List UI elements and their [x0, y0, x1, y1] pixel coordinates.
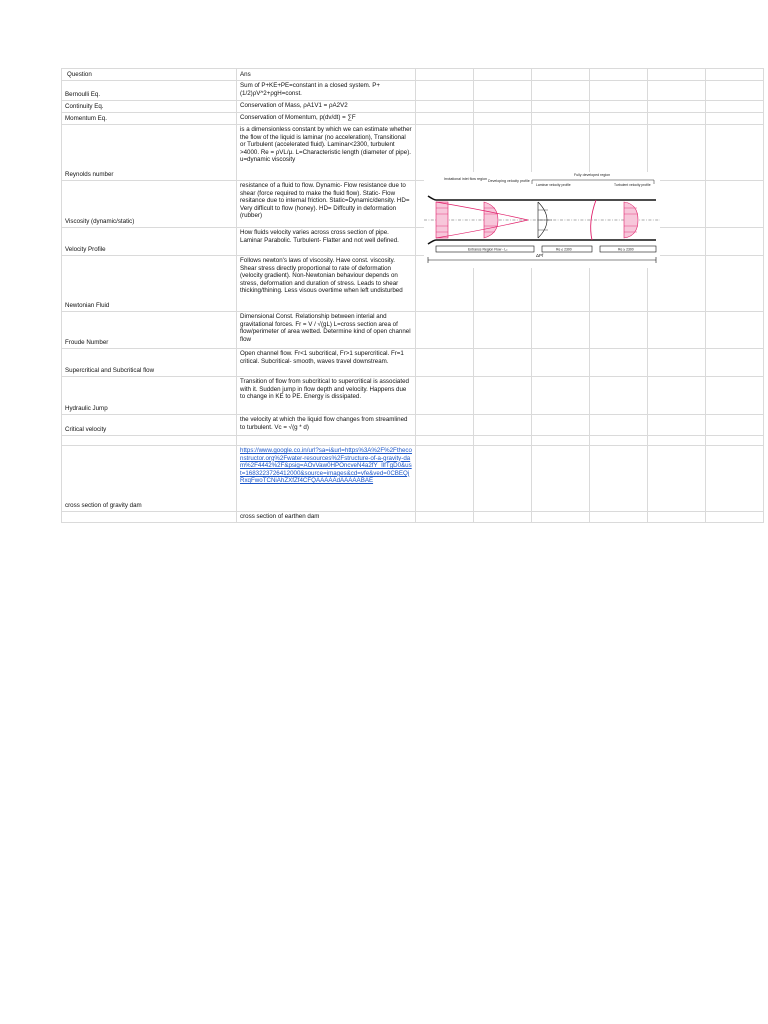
table-row	[62, 349, 764, 377]
empty-row	[62, 436, 764, 446]
inlet-profile	[436, 202, 448, 238]
question-cell[interactable]: Hydraulic Jump	[62, 377, 237, 415]
question-cell[interactable]: Velocity Profile	[62, 228, 237, 256]
answer-cell[interactable]: resistance of a fluid to flow. Dynamic- Flow resistance due to shear (force required to make the fluid flow). Static- Flow resitance due to internal friction. Static=Dynamic/density. HD= Very difficult to flow (honey). HD= Diffculty in deformation (rubber)	[237, 181, 416, 228]
table-row	[62, 101, 764, 113]
developing-label: Developing velocity profile	[488, 179, 530, 183]
question-cell[interactable]: Newtonian Fluid	[62, 256, 237, 312]
answer-cell[interactable]: Dimensional Const. Relationship between interial and gravitational forces. Fr = V / √(gL) L=cross section area of flow/perimeter of area wetted. Determine kind of open channel flow	[237, 312, 416, 349]
turbulent-profile-label: Turbulent velocity profile	[614, 183, 651, 187]
entrance-region-label: Entrance Region Flow - Lₑ	[468, 247, 508, 252]
fully-developed-label: Fully developed region	[574, 173, 611, 177]
answer-cell[interactable]: Transition of flow from subcritical to supercritical is associated with it. Sudden jump in flow depth and velocity. Happens due to change in KE to PE. Energy is dissipated.	[237, 377, 416, 415]
answer-cell[interactable]: Conservation of Momentum, p(dv/dt) = ∑F	[237, 113, 416, 125]
question-cell[interactable]: Bernoulli Eq.	[62, 81, 237, 101]
table-row	[62, 415, 764, 436]
answer-cell	[237, 446, 416, 512]
laminar-profile-label: Laminar velocity profile	[536, 183, 571, 187]
answer-cell[interactable]: Follows newton's laws of viscosity. Have const. viscosity. Shear stress directly proportional to rate of deformation (velocity gradient). Non-Newtonian behaviour depends on stress, deformation and duration of stress. Leads to shear thicking/thining. Less visous overtime when left undisturbed	[237, 256, 416, 312]
answer-cell[interactable]: Conservation of Mass, ρA1V1 = ρA2V2	[237, 101, 416, 113]
re-laminar-label: Re ≤ 2300	[556, 247, 572, 252]
question-cell[interactable]: Reynolds number	[62, 125, 237, 181]
qa-table	[61, 68, 764, 523]
answer-cell[interactable]: How fluids velocity varies across cross section of pipe. Laminar Parabolic. Turbulent- Flatter and not well defined.	[237, 228, 416, 256]
answer-cell[interactable]: cross section of earthen dam	[237, 512, 416, 523]
table-row	[62, 377, 764, 415]
pipe-flow-diagram	[424, 172, 660, 268]
answer-cell[interactable]: Sum of P+KE+PE=constant in a closed system. P+(1/2)ρV^2+ρgH=const.	[237, 81, 416, 101]
gravity-dam-link[interactable]: https://www.google.co.in/url?sa=i&url=https%3A%2F%2Ftheconstructor.org%2Fwater-resources%2Fstructure-of-a-gravity-dam%2F4442%2F&psig=AOvVaw0HPOncveN4a2fY_IlfTgD0&ust=1683223726412000&source=images&cd=vfe&ved=0CBEQjRxqFwoTCNiAhZXfZf4CFQAAAAAdAAAAABAE	[240, 447, 412, 485]
header-answer[interactable]: Ans	[237, 69, 416, 81]
header-row	[62, 69, 764, 81]
answer-cell[interactable]: the velocity at which the liquid flow changes from streamlined to turbulent. Vc = √(g * d)	[237, 415, 416, 436]
table-row	[62, 113, 764, 125]
table-row	[62, 446, 764, 512]
re-turbulent-label: Re ≥ 2300	[618, 247, 634, 252]
header-question[interactable]: Question	[62, 69, 237, 81]
question-cell[interactable]: Froude Number	[62, 312, 237, 349]
question-cell[interactable]: cross section of gravity dam	[62, 446, 237, 512]
answer-cell[interactable]: Open channel flow. Fr<1 subcritical, Fr>1 supercritical. Fr=1 critical. Subcritical- smooth, waves travel downstream.	[237, 349, 416, 377]
spreadsheet	[61, 68, 706, 523]
inlet-label: Irrotational inlet flow region	[444, 177, 487, 181]
table-row	[62, 512, 764, 523]
question-cell[interactable]: Viscosity (dynamic/static)	[62, 181, 237, 228]
question-cell[interactable]: Critical velocity	[62, 415, 237, 436]
question-cell[interactable]: Continuity Eq.	[62, 101, 237, 113]
table-row	[62, 312, 764, 349]
pressure-drop-label: ΔPf	[536, 253, 544, 258]
question-cell[interactable]: Supercritical and Subcritical flow	[62, 349, 237, 377]
velocity-profile-figure	[424, 172, 660, 268]
answer-cell[interactable]: is a dimensionless constant by which we can estimate whether the flow of the liquid is laminar (no acceleration), Transitional or Turbulent (accelerated fluid). Laminar<2300, turbulent >4000. Re = ρVL/μ. L=Characteristic length (diameter of pipe). u=dynamic viscosity	[237, 125, 416, 181]
table-row	[62, 81, 764, 101]
question-cell[interactable]: Momentum Eq.	[62, 113, 237, 125]
